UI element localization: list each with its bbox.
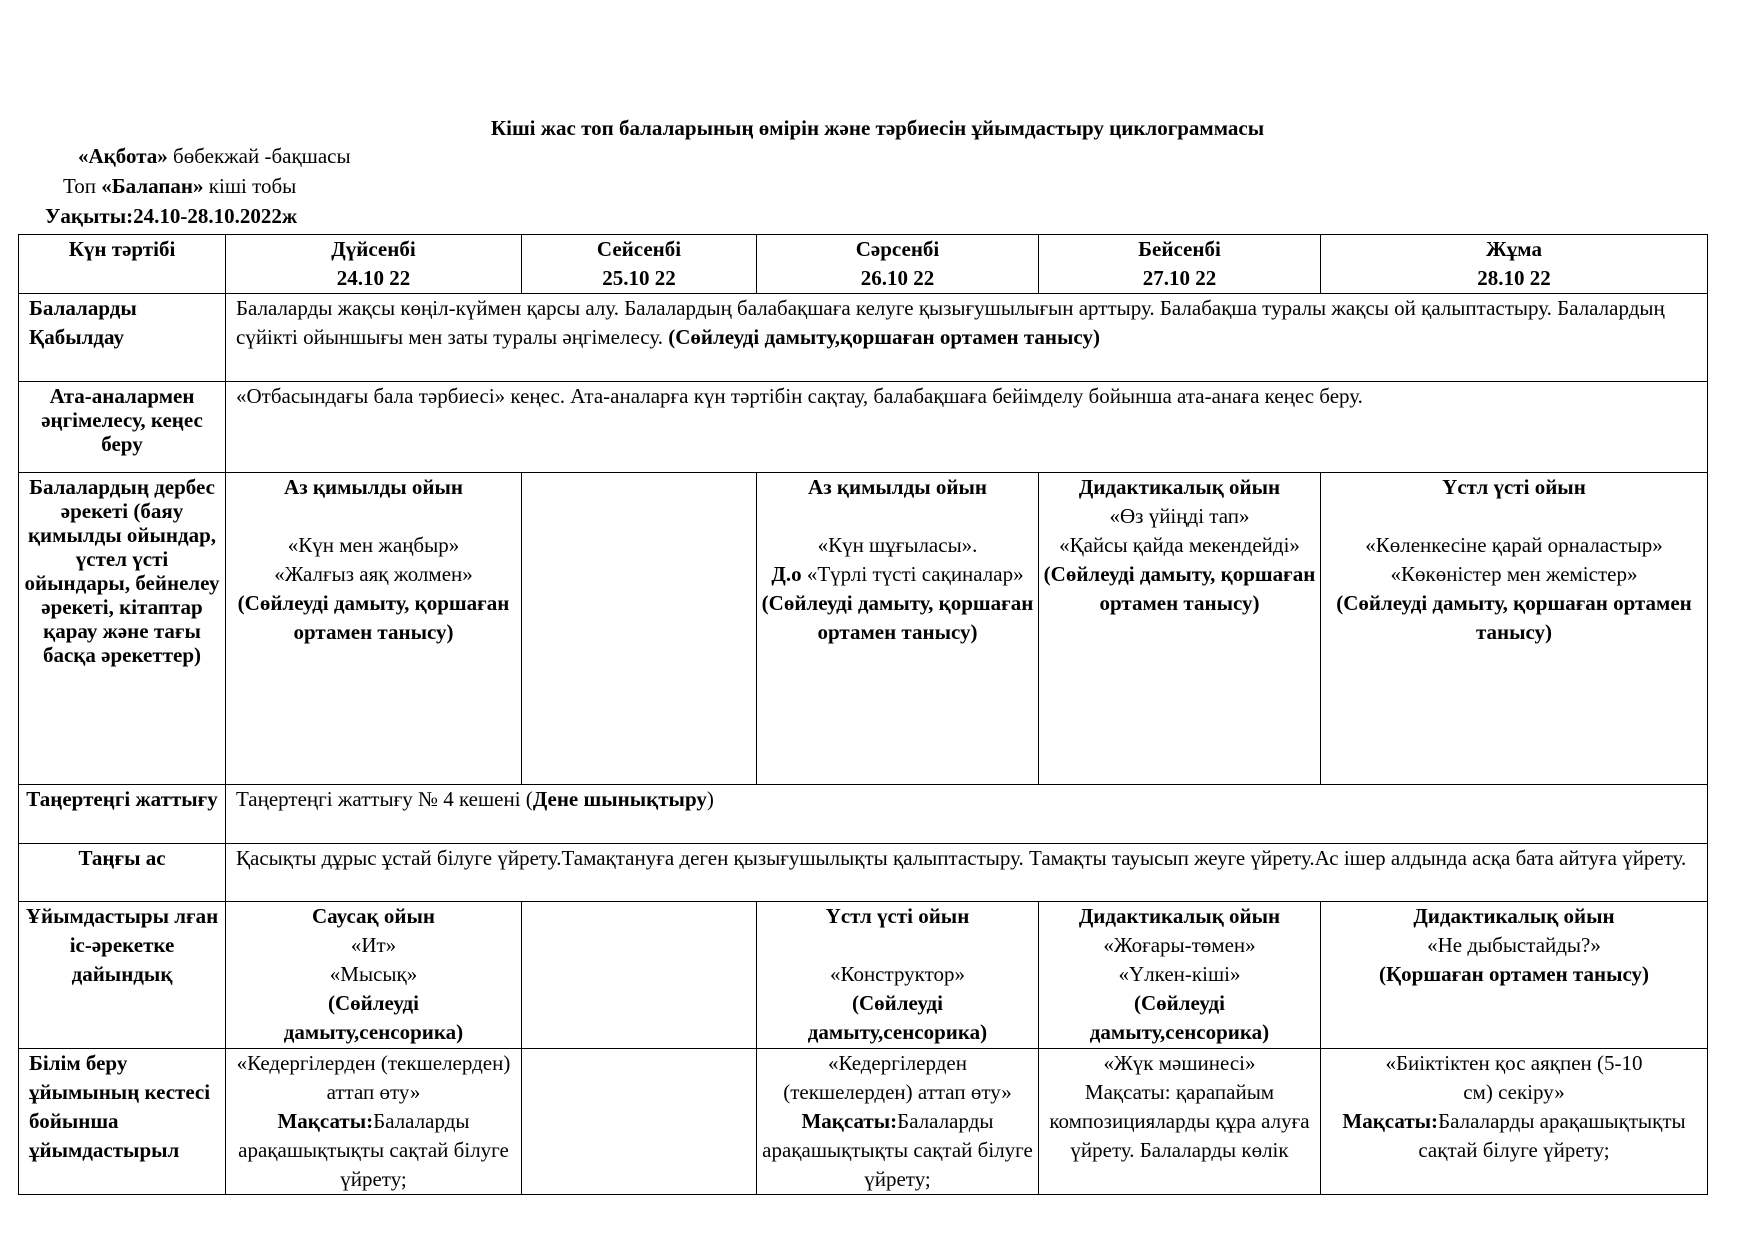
parents-text: «Отбасындағы бала тәрбиесі» кеңес. Ата-аналарға күн тәртібін сақтау, балабақшаға бейімделу бойынша ата-анаға кеңес беру. (226, 382, 1708, 473)
day-name: Бейсенбі (1138, 237, 1221, 261)
game-abbrev: Д.о (771, 562, 802, 586)
exercise-area: Дене шынықтыру (532, 787, 707, 811)
game-title: «Күн шұғыласы». (817, 533, 978, 557)
reception-row (19, 294, 1708, 382)
independent-fri (1321, 473, 1708, 785)
corner-label: Күн тәртібі (19, 235, 226, 294)
parents-row (19, 382, 1708, 473)
reception-description: Балаларды жақсы көңіл-күймен қарсы алу. Балалардың балабақшаға келуге қызығушылығын арттыру. Балабақша туралы жақсы ой қалыптастыру. Балалардың сүйікті ойыншығы мен заты туралы әңгімелесу. (236, 296, 1665, 349)
game-title: «Көкөністер мен жемістер» (1390, 562, 1638, 586)
independent-mon (226, 473, 522, 785)
prep-tue (522, 902, 757, 1049)
independent-tue (522, 473, 757, 785)
education-thu (1039, 1049, 1321, 1195)
day-name: Сәрсенбі (855, 237, 940, 261)
game-type: Дидактикалық ойын (1078, 904, 1281, 928)
prep-fri (1321, 902, 1708, 1049)
day-date: 26.10 22 (860, 266, 935, 290)
game-type: Аз қимылды ойын (284, 475, 463, 499)
game-title: «Ит» (350, 933, 397, 957)
breakfast-text: Қасықты дұрыс ұстай білуге үйрету.Тамақтануға деген қызығушылықты қалыптастыру. Тамақты тауысып жеуге үйрету.Ас ішер алдында асқа бата айтуға үйрету. (226, 844, 1708, 902)
goal-text: Балаларды арақашықтықты сақтай білуге үйрету; (238, 1109, 509, 1191)
learning-areas: (Сөйлеуді дамыту, қоршаған ортамен танысу) (1336, 591, 1692, 644)
education-wed (757, 1049, 1039, 1195)
activity-goal (230, 1107, 517, 1194)
education-row (19, 1049, 1708, 1195)
game-title: «Жалғыз аяқ жолмен» (274, 562, 473, 586)
period-line: Уақыты:24.10-28.10.2022ж (45, 204, 298, 228)
education-mon (226, 1049, 522, 1195)
game-type: Саусақ ойын (312, 904, 435, 928)
parents-label: Ата-аналармен әңгімелесу, кеңес беру (19, 382, 226, 473)
game-title: «Үлкен-кіші» (1118, 962, 1241, 986)
activity-title: «Биіктіктен қос аяқпен (5-10 см) секіру» (1385, 1051, 1643, 1104)
game-title: «Өз үйіңді тап» (1109, 504, 1250, 528)
game-title: «Қайсы қайда мекендейді» (1059, 533, 1300, 557)
game-title: «Күн мен жаңбыр» (287, 533, 460, 557)
day-name: Дүйсенбі (331, 237, 416, 261)
day-header-tue (522, 235, 757, 294)
reception-text (226, 294, 1708, 382)
education-tue (522, 1049, 757, 1195)
reception-areas: (Сөйлеуді дамыту,қоршаған ортамен танысу) (668, 325, 1100, 349)
day-date: 28.10 22 (1477, 266, 1551, 290)
goal-label: Мақсаты: (1342, 1109, 1439, 1133)
learning-areas: (Сөйлеуді дамыту,сенсорика) (283, 991, 464, 1044)
activity-title: «Кедергілерден (текшелерден) аттап өту» (783, 1051, 1012, 1104)
learning-areas: (Сөйлеуді дамыту,сенсорика) (1089, 991, 1270, 1044)
education-label: Білім беру ұйымының кестесі бойынша ұйымдастырыл (19, 1049, 226, 1195)
prep-label: Ұйымдастыры лған іс-әрекетке дайындық (19, 902, 226, 1049)
kindergarten-suffix: бөбекжай -бақшасы (167, 144, 351, 168)
day-date: 27.10 22 (1142, 266, 1217, 290)
day-header-wed (757, 235, 1039, 294)
activity-title: «Кедергілерден (текшелерден) аттап өту» (236, 1051, 511, 1104)
independent-label: Балалардың дербес әрекеті (баяу қимылды ойындар, үстел үсті ойындары, бейнелеу әрекеті, кітаптар қарау және тағы басқа әрекеттер) (19, 473, 226, 785)
game-type: Аз қимылды ойын (808, 475, 987, 499)
day-header-thu (1039, 235, 1321, 294)
kindergarten-line (78, 144, 351, 169)
group-prefix: Топ (63, 174, 102, 198)
day-header-mon (226, 235, 522, 294)
game-title: «Көленкесіне қарай орналастыр» (1365, 533, 1663, 557)
independent-row (19, 473, 1708, 785)
group-name: «Балапан» (101, 174, 204, 198)
independent-thu (1039, 473, 1321, 785)
goal-text: Балаларды арақашықтықты сақтай білуге үйрету; (1418, 1109, 1686, 1162)
breakfast-label: Таңғы ас (19, 844, 226, 902)
prep-mon (226, 902, 522, 1049)
prep-row (19, 902, 1708, 1049)
breakfast-row (19, 844, 1708, 902)
game-type: Үстл үсті ойын (825, 904, 970, 928)
group-suffix: кіші тобы (203, 174, 297, 198)
exercise-label: Таңертеңгі жаттығу (19, 785, 226, 844)
goal-label: Мақсаты: (277, 1109, 374, 1133)
prep-thu (1039, 902, 1321, 1049)
learning-areas: (Сөйлеуді дамыту, қоршаған ортамен танысу) (1043, 562, 1316, 615)
activity-goal (761, 1107, 1034, 1194)
header-row (19, 235, 1708, 294)
day-header-fri (1321, 235, 1708, 294)
game-title: «Түрлі түсті сақиналар» (801, 562, 1024, 586)
day-name: Сейсенбі (596, 237, 682, 261)
kindergarten-name: «Ақбота» (78, 144, 168, 168)
document-title: Кіші жас топ балаларының өмірін және тәрбиесін ұйымдастыру циклограммасы (490, 116, 1265, 140)
goal-text: Балаларды арақашықтықты сақтай білуге үйрету; (762, 1109, 1033, 1191)
game-type: Үстл үсті ойын (1442, 475, 1586, 499)
game-title: «Конструктор» (829, 962, 965, 986)
game-type: Дидактикалық ойын (1078, 475, 1281, 499)
game-title-2 (761, 560, 1034, 589)
learning-areas: (Сөйлеуді дамыту, қоршаған ортамен танысу) (761, 591, 1034, 644)
activity-goal (1325, 1107, 1703, 1165)
prep-wed (757, 902, 1039, 1049)
activity-goal: Мақсаты: қарапайым композицияларды құра алуға үйрету. Балаларды көлік (1049, 1080, 1310, 1162)
exercise-row (19, 785, 1708, 844)
cyclogram-table (18, 234, 1708, 1195)
day-date: 25.10 22 (602, 266, 676, 290)
independent-wed (757, 473, 1039, 785)
exercise-description: Таңертеңгі жаттығу № 4 кешені ( (236, 787, 533, 811)
learning-areas: (Сөйлеуді дамыту, қоршаған ортамен танысу) (237, 591, 510, 644)
game-type: Дидактикалық ойын (1413, 904, 1615, 928)
exercise-end: ) (706, 787, 714, 811)
game-title: «Не дыбыстайды?» (1427, 933, 1601, 957)
learning-areas: (Сөйлеуді дамыту,сенсорика) (807, 991, 988, 1044)
goal-label: Мақсаты: (801, 1109, 898, 1133)
game-title: «Жоғары-төмен» (1103, 933, 1256, 957)
learning-areas: (Қоршаған ортамен танысу) (1378, 962, 1650, 986)
activity-title: «Жүк мәшинесі» (1103, 1051, 1256, 1075)
group-line (63, 174, 296, 199)
day-date: 24.10 22 (336, 266, 411, 290)
education-fri (1321, 1049, 1708, 1195)
exercise-text (226, 785, 1708, 844)
day-name: Жұма (1486, 237, 1542, 261)
reception-label: Балаларды Қабылдау (19, 294, 226, 382)
game-title: «Мысық» (329, 962, 418, 986)
